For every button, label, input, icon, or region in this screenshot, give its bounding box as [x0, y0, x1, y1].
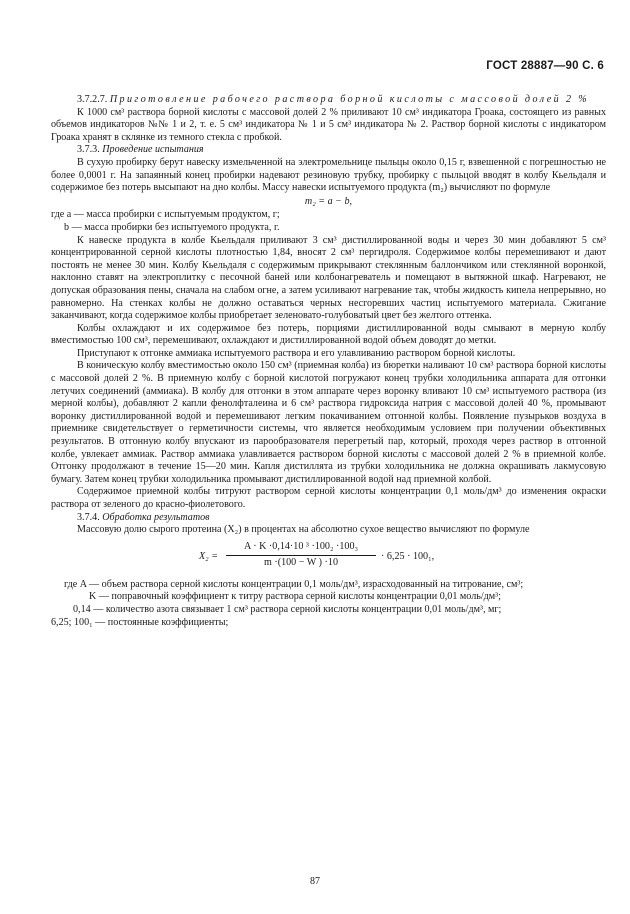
section-title: Обработка результатов	[102, 511, 210, 523]
formula-denominator: m ·(100 − W ) ·10	[263, 557, 338, 569]
paragraph: К навеске продукта в колбе Кьельдаля приливают 3 см³ дистиллированной воды и через 30 мин добавляют 5 см³ концентрированной серной кислоты плотностью 1,84, вносят 2 см³ пергидроля. Содержимое колбы перемешивают и дают постоять не менее 30 мин. Колбу Кьельдаля с содержимым прикрывают стеклянным баллончиком или стеклянной воронкой, наклонно ставят на электроплитку с песочной баней или колбонагреватель и помещают в вытяжной шкаф. Нагревают, не допуская образования пены, сначала на слабом огне, а затем усиливают нагревание так, чтобы жидкость кипела непрерывно, но равномерно. На стенках колбы не должно оставаться черных несгоревших частиц испытуемого материала. Сжигание заканчивают, когда содержимое колбы приобретает зеленовато-голубоватый цвет без желтого оттенка.	[51, 234, 606, 322]
definition-text: масса пробирки без испытуемого продукта, г.	[84, 221, 280, 233]
definition-row	[51, 604, 606, 617]
definition-row	[51, 579, 606, 592]
formula-numerator: A · K ·0,14·10 ³ ·100₂ ·100₃	[243, 540, 359, 552]
definition-row	[51, 222, 606, 235]
section-heading	[51, 94, 606, 107]
definition-term: где A —	[64, 578, 102, 590]
variable-definitions	[51, 209, 606, 234]
paragraph: К 1000 см³ раствора борной кислоты с массовой долей 2 % приливают 10 см³ индикатора Гроака, состоящего из равных объемов индикаторов №№ 1 и 2, т. е. 5 см³ индикатора № 1 и 5 см³ индикатора № 2. Раствор борной кислоты с индикатором Гроака хранят в склянке из темного стекла с пробкой.	[51, 106, 606, 143]
paragraph: Приступают к отгонке аммиака испытуемого раствора и его улавливанию раствором борной кислоты.	[77, 347, 516, 359]
fraction-bar	[226, 555, 376, 556]
paragraph: Массовую долю сырого протеина (X₂) в процентах на абсолютно сухое вещество вычисляют по формуле	[77, 524, 530, 536]
definition-text: объем раствора серной кислоты концентрации 0,1 моль/дм³, израсходованный на титрование, см³;	[101, 578, 524, 590]
formula-fraction	[226, 541, 376, 570]
definition-text: количество азота связывает 1 см³ раствора серной кислоты концентрации 0,01 моль/дм³, мг;	[105, 603, 502, 615]
definition-text: поправочный коэффициент к титру раствора серной кислоты концентрации 0,01 моль/дм³;	[111, 591, 501, 603]
paragraph: В коническую колбу вместимостью около 150 см³ (приемная колба) из бюретки наливают 10 см³ раствора борной кислоты с массовой долей 2 %. В приемную колбу с борной кислотой погружают конец трубки холодильника аппарата для отгонки летучих соединений (аммиака). В колбу для отгонки в этом аппарате через воронку вливают 10 см³ испытуемого раствора (из мерной колбы), добавляют 2 капли фенолфталеина и 6 см³ раствора гидроксида натрия с массовой долей 40 %, промывают воронку дистиллированной водой и перемешивают легким покачиванием отгонной колбы. Появление пузырьков воздуха в приемнике свидетельствует о герметичности системы, что является необходимым условием при получении объективных результатов. В отгонную колбу впускают из парообразователя перегретый пар, который, проходя через раствор в отгонной колбе, увлекает аммиак. Раствор аммиака улавливается раствором борной кислоты с массовой долей 2 % в приемной колбе. Отгонку продолжают в течение 15—20 мин. Капля дистиллята из трубки холодильника не должна окрашивать лакмусовую бумагу. Затем конец трубки холодильника промывают дистиллированной водой над приемной колбой.	[51, 360, 606, 485]
formula-lhs: X₂ =	[199, 550, 219, 562]
page-header: ГОСТ 28887—90 С. 6	[486, 60, 604, 72]
paragraph: Содержимое приемной колбы титруют раствором серной кислоты концентрации 0,1 моль/дм³ до изменения окраски раствора от зеленого до красно-фиолетового.	[51, 486, 606, 510]
section-number: 3.7.2.7.	[77, 94, 108, 105]
definition-row	[51, 209, 606, 222]
formula-protein	[51, 541, 606, 577]
paragraph: Колбы охлаждают и их содержимое без потерь, порциями дистиллированной воды смывают в мерную колбу вместимостью 100 см³, перемешивают, охлаждают и дистиллированной водой объем доводят до метки.	[51, 322, 606, 347]
definition-term: 6,25; 100₁ —	[51, 616, 108, 628]
section-title: Проведение испытания	[102, 144, 204, 156]
definition-row	[51, 617, 606, 630]
section-number: 3.7.4.	[77, 511, 100, 523]
page-number: 87	[310, 876, 320, 887]
definition-term: где a —	[51, 209, 87, 221]
definition-row	[51, 591, 606, 604]
definition-term: K —	[89, 591, 112, 603]
definition-text: масса пробирки с испытуемым продуктом, г;	[86, 209, 280, 221]
definition-text: постоянные коэффициенты;	[107, 616, 229, 628]
definition-term: b —	[64, 221, 85, 233]
variable-definitions	[51, 579, 606, 629]
document-body	[51, 94, 606, 629]
paragraph: В сухую пробирку берут навеску измельченной на электромельнице пыльцы около 0,15 г, взвешенной с погрешностью не более 0,0001 г. На запаянный конец пробирки надевают резиновую трубку, пробирку с пыльцой вводят в колбу Кьельдаля и содержимое без потерь высыпают на дно колбы. Массу навески испытуемого продукта (m₂) вычисляют по формуле	[51, 156, 606, 194]
formula-rhs: · 6,25 · 100₁,	[381, 550, 435, 562]
definition-term: 0,14 —	[73, 603, 106, 615]
formula-mass: m₂ = a − b,	[304, 195, 353, 207]
section-title: Приготовление рабочего раствора борной кислоты с массовой долей 2 %	[109, 94, 590, 105]
section-number: 3.7.3.	[77, 144, 100, 156]
section-heading	[51, 512, 606, 525]
section-heading	[51, 144, 606, 157]
